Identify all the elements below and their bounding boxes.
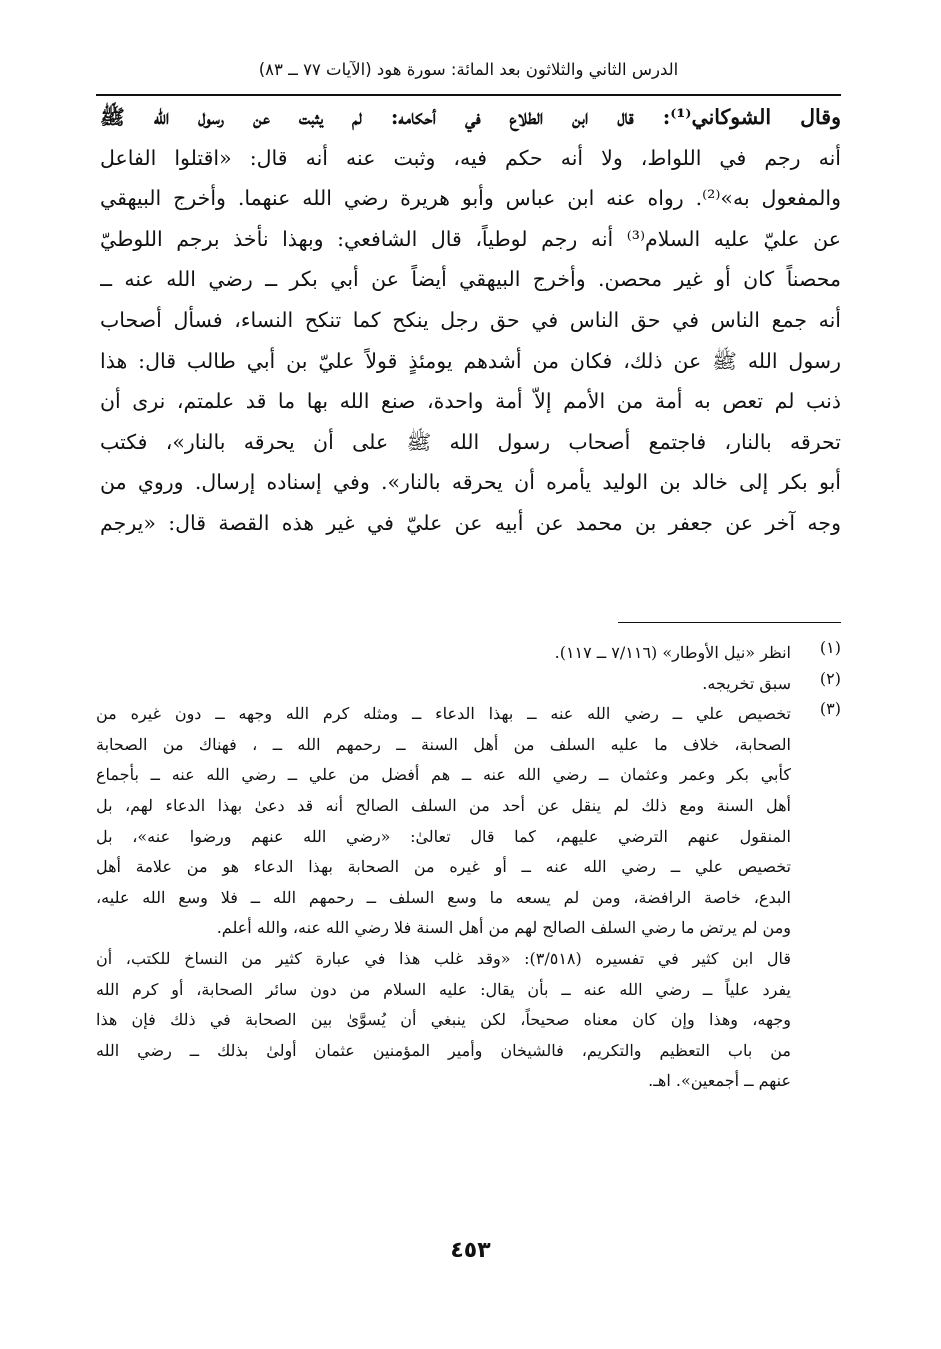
text-line: أنه جمع الناس في حق الناس في حق رجل ينكح كما تنكح النساء، فسأل أصحاب xyxy=(100,307,841,332)
header-rule xyxy=(96,94,841,96)
text-line: وقال الشوكاني⁽¹⁾: قال ابن الطلاع في أحكامه: لم يثبت عن رسول الله ﷺ xyxy=(100,105,841,129)
footnote-line: يفرد علياً ــ رضي الله عنه ــ بأن يقال: عليه السلام من دون سائر الصحابة، أو كرم الله xyxy=(96,979,791,999)
footnote-2 xyxy=(96,669,841,700)
footnote-line: أهل السنة ومع ذلك لم ينقل عن أحد من السلف الصالح أنه قد دعىٰ بهذا الدعاء لهم، بل xyxy=(96,795,791,815)
text-line: أنه رجم في اللواط، ولا أنه حكم فيه، وثبت عنه أنه قال: «اقتلوا الفاعل xyxy=(100,145,841,170)
footnote-3 xyxy=(96,699,841,1097)
text-line: عن عليّ عليه السلام⁽³⁾ أنه رجم لوطياً، قال الشافعي: وبهذا نأخذ برجم اللوطيّ xyxy=(100,226,841,251)
footnote-line: تخصيص علي ــ رضي الله عنه ــ بهذا الدعاء ــ ومثله كرم الله وجهه ــ دون غيره من xyxy=(96,704,791,724)
main-text xyxy=(100,97,841,544)
footnote-line: البدع، خاصة الرافضة، ومن لم يسعه ما وسع السلف ــ رحمهم الله ــ فلا وسع الله عليه، xyxy=(96,887,791,907)
footnote-line: المنقول عنهم الترضي عليهم، كما قال تعالىٰ: «رضي الله عنهم ورضوا عنه»، بل xyxy=(96,826,791,846)
running-header-title: الدرس الثاني والثلاثون بعد المائة: سورة هود (الآيات ٧٧ ــ ٨٣) xyxy=(258,60,679,79)
running-header xyxy=(96,58,841,82)
footnote-line: انظر «نيل الأوطار» (٧/١١٦ ــ ١١٧). xyxy=(554,643,791,662)
footnote-line: ومن لم يرتض ما رضي السلف الصالح لهم من أهل السنة فلا رضي الله عنه، والله أعلم. xyxy=(216,918,791,938)
footnote-line: سبق تخريجه. xyxy=(702,673,791,693)
footnote-number: (١) xyxy=(819,638,841,657)
footnote-line: كأبي بكر وعمر وعثمان ــ رضي الله عنه ــ هم أفضل من علي ــ رضي الله عنه ــ بأجماع xyxy=(96,765,791,785)
footnote-separator xyxy=(618,622,841,623)
footnote-line: تخصيص علي ــ رضي الله عنه ــ أو غيره من الصحابة بهذا الدعاء هو من علامة أهل xyxy=(96,857,791,877)
text-line: ذنب لم تعص به أمة من الأمم إلاّ أمة واحدة، صنع الله بها ما قد علمتم، نرى أن xyxy=(100,389,841,414)
footnote-line: وجهه، وهذا وإن كان معناه صحيحاً، لكن ينبغي أن يُسوَّىٰ بين الصحابة في ذلك فإن هذا xyxy=(96,1010,791,1030)
text-line: وجه آخر عن جعفر بن محمد عن أبيه عن عليّ في غير هذه القصة قال: «يرجم xyxy=(100,510,841,535)
text-line: محصناً كان أو غير محصن. وأخرج البيهقي أيضاً عن أبي بكر ــ رضي الله عنه ــ xyxy=(100,267,841,292)
text-line: أبو بكر إلى خالد بن الوليد يأمره أن يحرقه بالنار». وفي إسناده إرسال. وروي من xyxy=(100,470,841,495)
text-line: تحرقه بالنار، فاجتمع أصحاب رسول الله ﷺ على أن يحرقه بالنار»، فكتب xyxy=(100,429,841,454)
footnote-line: من باب التعظيم والتكريم، فالشيخان وأمير المؤمنين عثمان أولىٰ بذلك ــ رضي الله xyxy=(96,1040,791,1060)
text-line: والمفعول به»⁽²⁾. رواه عنه ابن عباس وأبو هريرة رضي الله عنهما. وأخرج البيهقي xyxy=(100,186,841,211)
page-number xyxy=(0,1238,941,1263)
footnote-line: عنهم ــ أجمعين». اهـ. xyxy=(648,1071,791,1091)
page-number-text: ٤٥٣ xyxy=(450,1238,491,1263)
footnote-line: قال ابن كثير في تفسيره (٣/٥١٨): «وقد غلب هذا في عبارة كثير من النساخ للكتب، أن xyxy=(96,948,791,968)
text-line: رسول الله ﷺ عن ذلك، فكان من أشدهم يومئذٍ قولاً عليّ بن أبي طالب قال: هذا xyxy=(100,348,841,373)
footnote-1 xyxy=(96,638,841,669)
footnotes xyxy=(96,638,841,1097)
footnote-number: (٢) xyxy=(819,668,841,688)
footnote-number: (٣) xyxy=(819,699,841,719)
footnote-line: الصحابة، خلاف ما عليه السلف من أهل السنة ــ رحمهم الله ــ ، فهناك من الصحابة xyxy=(96,734,791,754)
